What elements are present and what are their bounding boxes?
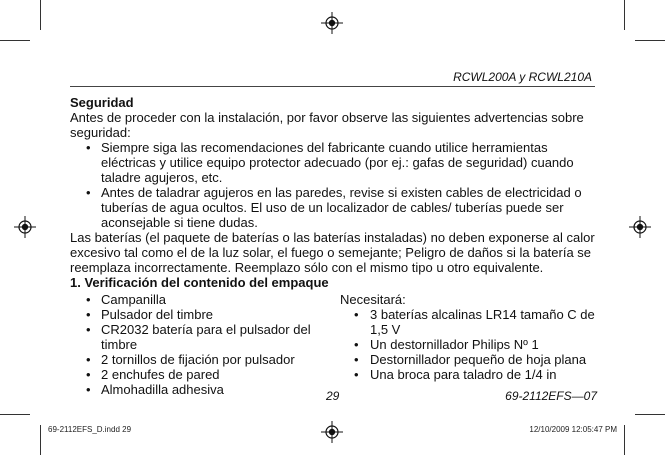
contents-columns: [70, 292, 600, 397]
list-item: • Un destornillador Philips Nº 1: [340, 337, 600, 352]
registration-mark-icon: [321, 421, 343, 443]
list-item: • Siempre siga las recomendaciones del fabricante cuando utilice herramientas eléctricas y utilice equipo protector adecuado (por ej.: gafas de seguridad) cuando taladre agujeros, etc.: [70, 140, 600, 185]
document-code: 69-2112EFS—07: [505, 389, 597, 403]
crop-mark: [635, 414, 665, 415]
crop-mark: [0, 414, 30, 415]
registration-mark-icon: [14, 216, 36, 238]
crop-mark: [40, 0, 41, 30]
package-contents: [70, 292, 340, 397]
registration-mark-icon: [321, 12, 343, 34]
list-item: • Campanilla: [70, 292, 340, 307]
crop-mark: [40, 425, 41, 455]
safety-intro: Antes de proceder con la instalación, por favor observe las siguientes advertencias sobre seguridad:: [70, 110, 584, 140]
header-rule: [70, 86, 595, 87]
crop-mark: [624, 425, 625, 455]
registration-mark-icon: [629, 216, 651, 238]
battery-warning: Las baterías (el paquete de baterías o las baterías instaladas) no deben exponerse al calor excesivo tal como el de la luz solar, el fuego o semejante; Peligro de daños si la batería se reemplaza incorrectamente. Reemplazo sólo con el mismo tipo u otro equivalente.: [70, 230, 595, 275]
page-content: [70, 95, 600, 397]
safety-list: [70, 140, 600, 230]
list-item: • Una broca para taladro de 1/4 in: [340, 367, 600, 382]
list-item: • Pulsador del timbre: [70, 307, 340, 322]
list-item: • 3 baterías alcalinas LR14 tamaño C de 1,5 V: [340, 307, 600, 337]
slug-file: 69-2112EFS_D.indd 29: [48, 425, 132, 434]
list-item: • Destornillador pequeño de hoja plana: [340, 352, 600, 367]
section-heading-seguridad: Seguridad: [70, 95, 134, 110]
needs-list: [340, 307, 600, 382]
page-number: 29: [326, 389, 340, 403]
section-heading-contents: 1. Verificación del contenido del empaque: [70, 275, 329, 290]
list-item: • 2 enchufes de pared: [70, 367, 340, 382]
tools-needed: [340, 292, 600, 397]
slug-datetime: 12/10/2009 12:05:47 PM: [529, 425, 617, 434]
list-item: • CR2032 batería para el pulsador del timbre: [70, 322, 340, 352]
list-item: • Almohadilla adhesiva: [70, 382, 340, 397]
needs-label: Necesitará:: [340, 292, 406, 307]
crop-mark: [635, 40, 665, 41]
running-header: RCWL200A y RCWL210A: [453, 70, 592, 84]
contents-list: [70, 292, 340, 397]
crop-mark: [0, 40, 30, 41]
list-item: • Antes de taladrar agujeros en las paredes, revise si existen cables de electricidad o tuberías de agua ocultos. El uso de un localizador de cables/ tuberías puede ser aconsejable si tiene dudas.: [70, 185, 600, 230]
list-item: • 2 tornillos de fijación por pulsador: [70, 352, 340, 367]
crop-mark: [624, 0, 625, 30]
